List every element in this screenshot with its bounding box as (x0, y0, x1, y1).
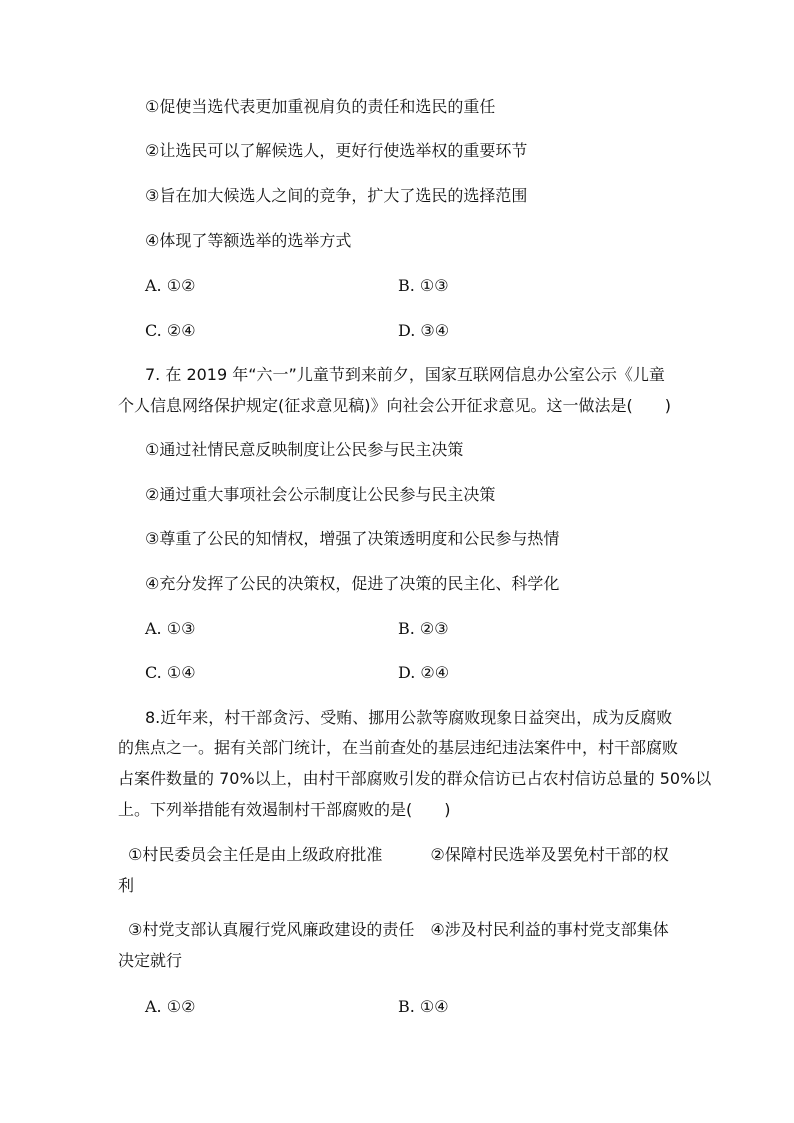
q6-item-3: ③旨在加大候选人之间的竞争，扩大了选民的选择范围 (145, 186, 528, 205)
q8-option-a[interactable]: A. ①② (145, 997, 196, 1016)
q7-option-c[interactable]: C. ①④ (145, 663, 196, 682)
q8-stem-line-4: 上。下列举措能有效遏制村干部腐败的是( ) (118, 800, 451, 819)
q8-stem-line-1: 8.近年来，村干部贪污、受贿、挪用公款等腐败现象日益突出，成为反腐败 (145, 708, 673, 727)
q6-item-1: ①促使当选代表更加重视肩负的责任和选民的重任 (145, 97, 496, 116)
q8-option-b[interactable]: B. ①④ (398, 997, 449, 1016)
q8-stem-line-3: 占案件数量的 70%以上，由村干部腐败引发的群众信访已占农村信访总量的 50%以 (118, 769, 712, 788)
q6-option-a[interactable]: A. ①② (145, 276, 196, 295)
q8-items-3-4-line-1: ③村党支部认真履行党风廉政建设的责任 ④涉及村民利益的事村党支部集体 (128, 920, 669, 939)
q7-option-b[interactable]: B. ②③ (398, 619, 449, 638)
q6-option-d[interactable]: D. ③④ (398, 321, 450, 340)
q8-items-1-2-line-2: 利 (118, 876, 135, 895)
q7-stem-line-2: 个人信息网络保护规定(征求意见稿)》向社会公开征求意见。这一做法是( ) (118, 396, 671, 415)
q7-item-1: ①通过社情民意反映制度让公民参与民主决策 (145, 440, 464, 459)
q7-option-d[interactable]: D. ②④ (398, 663, 450, 682)
q8-items-1-2-line-1: ①村民委员会主任是由上级政府批准 ②保障村民选举及罢免村干部的权 (128, 845, 669, 864)
q8-items-3-4-line-2: 决定就行 (118, 951, 183, 970)
q6-option-b[interactable]: B. ①③ (398, 276, 449, 295)
q8-stem-line-2: 的焦点之一。据有关部门统计，在当前查处的基层违纪违法案件中，村干部腐败 (118, 738, 679, 757)
q6-option-c[interactable]: C. ②④ (145, 321, 196, 340)
q7-item-3: ③尊重了公民的知情权，增强了决策透明度和公民参与热情 (145, 529, 560, 548)
q7-stem-line-1: 7. 在 2019 年“六一”儿童节到来前夕，国家互联网信息办公室公示《儿童 (145, 365, 665, 384)
q7-item-4: ④充分发挥了公民的决策权，促进了决策的民主化、科学化 (145, 574, 560, 593)
q7-item-2: ②通过重大事项社会公示制度让公民参与民主决策 (145, 485, 496, 504)
q6-item-4: ④体现了等额选举的选举方式 (145, 231, 352, 250)
q7-option-a[interactable]: A. ①③ (145, 619, 196, 638)
q6-item-2: ②让选民可以了解候选人，更好行使选举权的重要环节 (145, 141, 528, 160)
